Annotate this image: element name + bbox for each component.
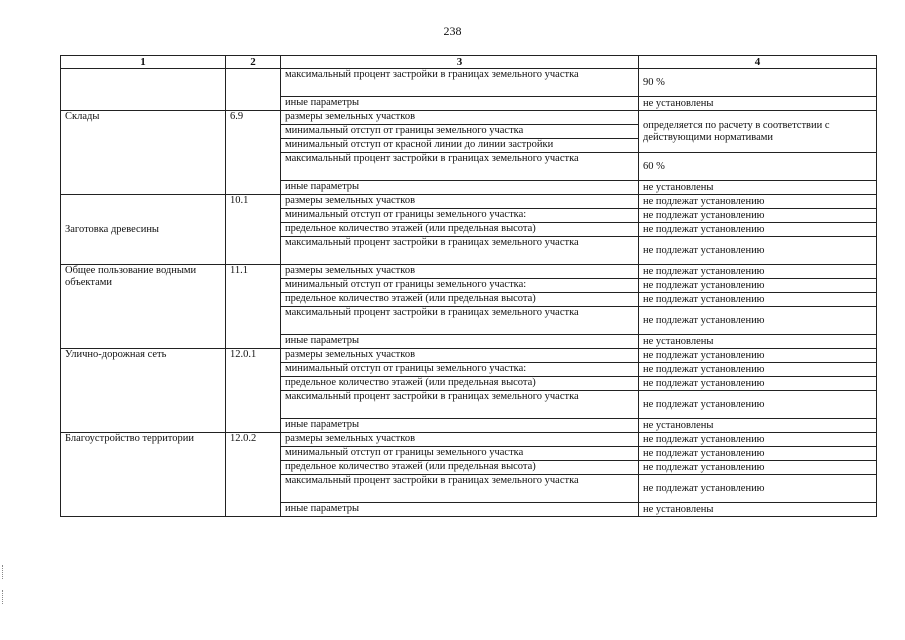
column-header-3: 3 [281, 56, 639, 69]
page-number: 238 [443, 24, 462, 38]
parameter-value: не подлежат установлению [639, 377, 877, 391]
parameter-value: не подлежат установлению [639, 209, 877, 223]
parameter-value: не подлежат установлению [639, 237, 877, 265]
parameter-name: предельное количество этажей (или предельная высота) [281, 223, 639, 237]
margin-mark [2, 590, 6, 604]
parameter-name: иные параметры [281, 503, 639, 517]
parameter-value: не подлежат установлению [639, 293, 877, 307]
table-row [61, 111, 877, 125]
parameter-value: не подлежат установлению [639, 461, 877, 475]
zone-code: 11.1 [226, 265, 281, 349]
parameter-value: не подлежат установлению [639, 447, 877, 461]
parameter-value: не подлежат установлению [639, 265, 877, 279]
table-row [61, 69, 877, 97]
parameter-name: размеры земельных участков [281, 265, 639, 279]
zone-name: Улично-дорожная сеть [61, 349, 226, 433]
parameter-name: максимальный процент застройки в границах земельного участка [281, 237, 639, 265]
parameter-name: размеры земельных участков [281, 433, 639, 447]
parameter-name: иные параметры [281, 335, 639, 349]
parameter-value: не подлежат установлению [639, 223, 877, 237]
zone-name: Склады [61, 111, 226, 195]
parameter-name: иные параметры [281, 97, 639, 111]
parameter-value: не подлежат установлению [639, 391, 877, 419]
column-header-4: 4 [639, 56, 877, 69]
parameter-value: не подлежат установлению [639, 195, 877, 209]
parameter-name: размеры земельных участков [281, 111, 639, 125]
parameter-name: иные параметры [281, 419, 639, 433]
parameter-name: максимальный процент застройки в границах земельного участка [281, 69, 639, 97]
parameter-name: предельное количество этажей (или предельная высота) [281, 461, 639, 475]
parameter-name: минимальный отступ от границы земельного участка [281, 125, 639, 139]
parameter-value: не установлены [639, 419, 877, 433]
table-row [61, 433, 877, 447]
zone-name: Благоустройство территории [61, 433, 226, 517]
parameter-value: не подлежат установлению [639, 363, 877, 377]
parameter-value: не подлежат установлению [639, 475, 877, 503]
parameter-name: предельное количество этажей (или предельная высота) [281, 293, 639, 307]
parameter-name: минимальный отступ от границы земельного участка [281, 447, 639, 461]
parameter-name: максимальный процент застройки в границах земельного участка [281, 307, 639, 335]
table-row [61, 265, 877, 279]
table-row [61, 349, 877, 363]
zone-name [61, 69, 226, 111]
parameter-name: максимальный процент застройки в границах земельного участка [281, 391, 639, 419]
parameter-value: не подлежат установлению [639, 279, 877, 293]
zone-code: 12.0.2 [226, 433, 281, 517]
margin-mark [2, 565, 6, 579]
parameter-value: не подлежат установлению [639, 349, 877, 363]
regulations-table [60, 55, 877, 517]
parameter-name: предельное количество этажей (или предельная высота) [281, 377, 639, 391]
parameter-name: размеры земельных участков [281, 349, 639, 363]
parameter-value: не установлены [639, 503, 877, 517]
zone-code [226, 69, 281, 111]
parameter-name: минимальный отступ от границы земельного участка: [281, 279, 639, 293]
parameter-name: максимальный процент застройки в границах земельного участка [281, 153, 639, 181]
table-row [61, 195, 877, 209]
parameter-value: 60 % [639, 153, 877, 181]
parameter-value: не установлены [639, 335, 877, 349]
zone-name: Заготовка древесины [61, 195, 226, 265]
zone-name: Общее пользование водными объектами [61, 265, 226, 349]
table-header-row [61, 56, 877, 69]
parameter-value: не подлежат установлению [639, 307, 877, 335]
parameter-name: минимальный отступ от красной линии до линии застройки [281, 139, 639, 153]
column-header-2: 2 [226, 56, 281, 69]
parameter-value: определяется по расчету в соответствии с действующими нормативами [639, 111, 877, 153]
zone-code: 12.0.1 [226, 349, 281, 433]
parameter-value: не подлежат установлению [639, 433, 877, 447]
parameter-value: 90 % [639, 69, 877, 97]
parameter-value: не установлены [639, 97, 877, 111]
parameter-name: минимальный отступ от границы земельного участка: [281, 209, 639, 223]
parameter-name: размеры земельных участков [281, 195, 639, 209]
parameter-value: не установлены [639, 181, 877, 195]
zone-code: 10.1 [226, 195, 281, 265]
parameter-name: иные параметры [281, 181, 639, 195]
parameter-name: минимальный отступ от границы земельного участка: [281, 363, 639, 377]
column-header-1: 1 [61, 56, 226, 69]
zone-code: 6.9 [226, 111, 281, 195]
parameter-name: максимальный процент застройки в границах земельного участка [281, 475, 639, 503]
